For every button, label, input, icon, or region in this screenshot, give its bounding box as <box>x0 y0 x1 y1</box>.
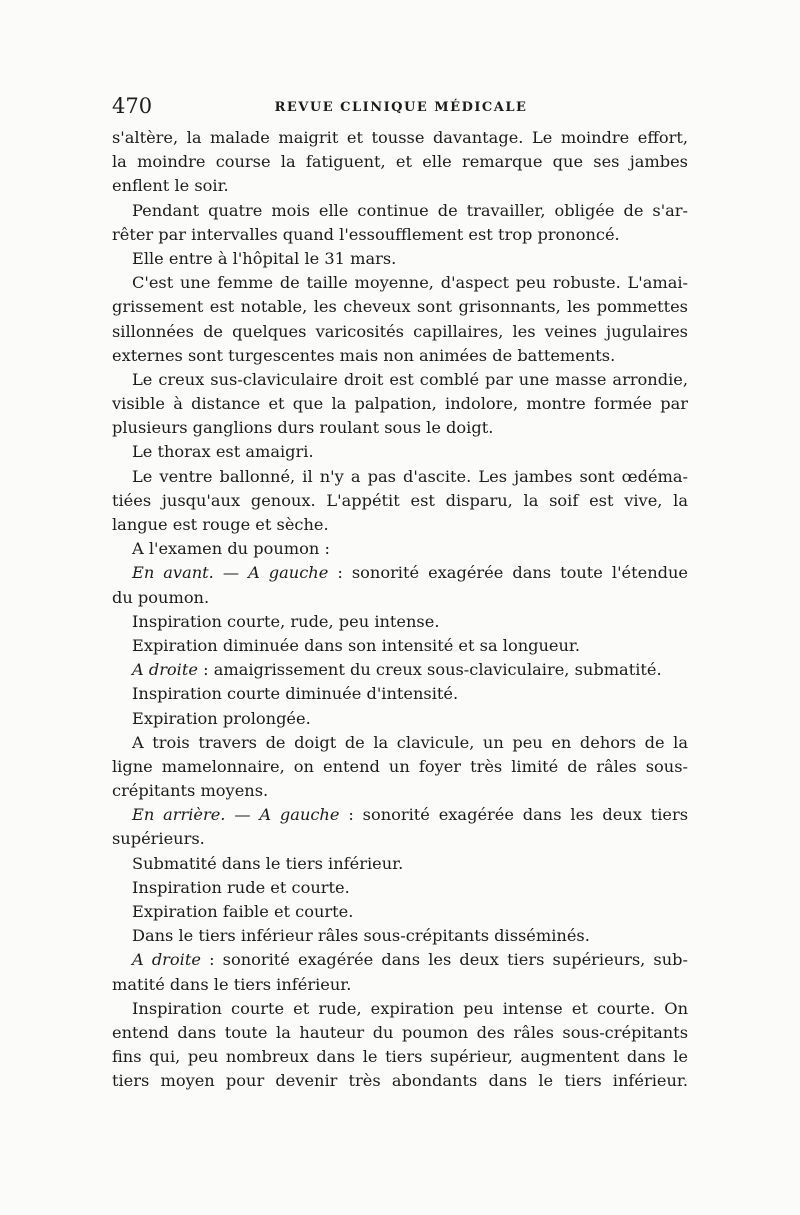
text-line: s'altère, la malade maigrit et tousse davantage. Le moindre effort, <box>112 128 688 147</box>
text-line <box>112 948 688 972</box>
text-line: Expiration faible et courte. <box>132 902 354 921</box>
text-line: Le ventre ballonné, il n'y a pas d'ascite. Les jambes sont œdéma- <box>132 466 688 486</box>
text-line: Dans le tiers inférieur râles sous-crépitants disséminés. <box>132 926 590 946</box>
text-line: Inspiration courte et rude, expiration peu intense et courte. On <box>132 998 688 1018</box>
text-line: Inspiration courte diminuée d'intensité. <box>132 684 459 704</box>
text-line: Pendant quatre mois elle continue de travailler, obligée de s'ar- <box>132 200 688 220</box>
text-line: la moindre course la fatiguent, et elle remarque que ses jambes <box>112 152 688 172</box>
italic-heading: A droite <box>132 950 201 970</box>
text-line: Inspiration rude et courte. <box>132 877 350 897</box>
italic-heading: A droite <box>132 660 198 680</box>
text-line: du poumon. <box>112 587 210 607</box>
text-line: C'est une femme de taille moyenne, d'aspect peu robuste. L'amai- <box>132 273 688 293</box>
text-line: sillonnées de quelques varicosités capillaires, les veines jugulaires <box>112 321 688 341</box>
text-line: A l'examen du poumon : <box>132 539 330 559</box>
body-text <box>112 126 688 1094</box>
text-line: tiers moyen pour devenir très abondants dans le tiers inférieur. <box>112 1071 688 1091</box>
text-line <box>112 658 688 682</box>
text-line: fins qui, peu nombreux dans le tiers supérieur, augmentent dans le <box>112 1047 688 1067</box>
page-header <box>112 94 690 124</box>
text-line: supérieurs. <box>112 829 205 849</box>
text-line: Submatité dans le tiers inférieur. <box>132 853 404 873</box>
line-rest: : sonorité exagérée dans les deux tiers supérieurs, sub- <box>200 950 688 970</box>
page-number: 470 <box>112 94 153 118</box>
text-line <box>112 803 688 827</box>
italic-heading: En arrière. — A gauche <box>132 805 340 825</box>
text-line: Elle entre à l'hôpital le 31 mars. <box>132 248 397 268</box>
text-line: A trois travers de doigt de la clavicule, un peu en dehors de la <box>132 732 688 752</box>
text-line: rêter par intervalles quand l'essoufflement est trop prononcé. <box>112 224 620 244</box>
text-line: crépitants moyens. <box>112 781 269 801</box>
text-line: Expiration diminuée dans son intensité et sa longueur. <box>132 635 581 655</box>
text-line: matité dans le tiers inférieur. <box>112 974 352 994</box>
text-line: visible à distance et que la palpation, indolore, montre formée par <box>112 394 688 414</box>
line-rest: : sonorité exagérée dans toute l'étendue <box>328 563 688 583</box>
text-line: entend dans toute la hauteur du poumon des râles sous-crépitants <box>112 1022 688 1042</box>
italic-heading: En avant. — A gauche <box>132 563 329 583</box>
text-line: ligne mamelonnaire, on entend un foyer très limité de râles sous- <box>112 756 688 776</box>
text-line: Le thorax est amaigri. <box>132 442 314 462</box>
line-rest: : amaigrissement du creux sous-claviculaire, submatité. <box>197 660 662 680</box>
text-line: externes sont turgescentes mais non animées de battements. <box>112 345 616 365</box>
text-line: Le creux sus-claviculaire droit est comblé par une masse arrondie, <box>132 369 688 389</box>
text-line: langue est rouge et sèche. <box>112 515 329 534</box>
line-rest: : sonorité exagérée dans les deux tiers <box>339 805 688 825</box>
text-line: Expiration prolongée. <box>132 708 311 728</box>
text-line: enflent le soir. <box>112 176 229 196</box>
text-line: plusieurs ganglions durs roulant sous le doigt. <box>112 418 494 438</box>
running-head: REVUE CLINIQUE MÉDICALE <box>274 100 528 115</box>
text-line <box>112 561 688 585</box>
text-line: tiées jusqu'aux genoux. L'appétit est disparu, la soif est vive, la <box>112 490 688 510</box>
text-line: grissement est notable, les cheveux sont grisonnants, les pommettes <box>112 297 688 317</box>
text-line: Inspiration courte, rude, peu intense. <box>132 611 440 631</box>
